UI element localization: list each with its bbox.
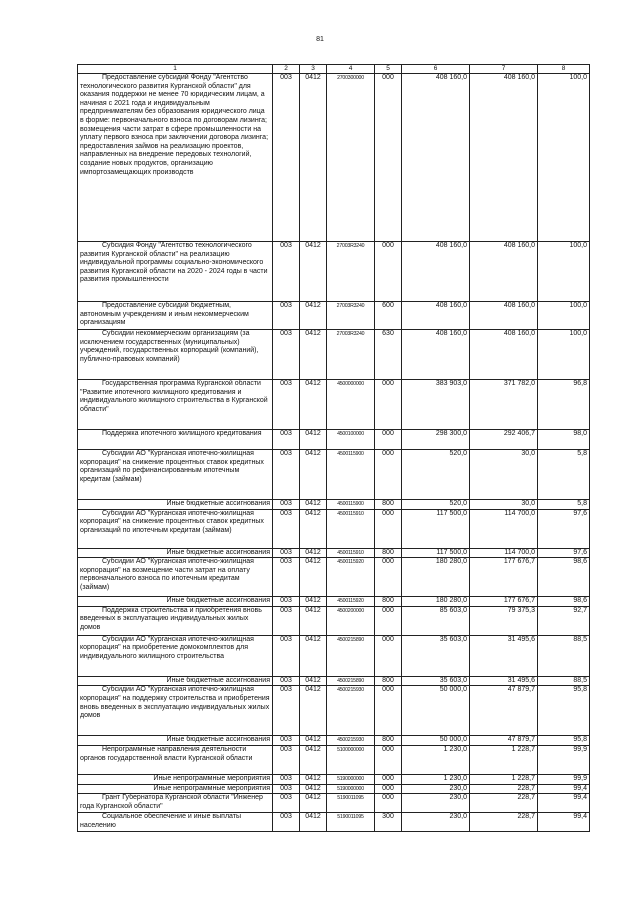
row-planned: 408 160,0 (402, 302, 470, 330)
row-expense-type: 800 (375, 500, 402, 510)
row-executed: 31 495,6 (470, 676, 538, 686)
row-executed: 371 782,0 (470, 380, 538, 430)
row-target-code: 5190000000 (327, 774, 375, 784)
row-expense-type: 000 (375, 774, 402, 784)
row-expense-type: 000 (375, 686, 402, 736)
row-expense-type: 000 (375, 606, 402, 635)
column-header: 2 (273, 65, 300, 74)
row-percent: 95,8 (538, 736, 590, 746)
row-planned: 520,0 (402, 450, 470, 500)
row-section-code: 0412 (300, 676, 327, 686)
row-executed: 114 700,0 (470, 509, 538, 548)
table-row (78, 606, 590, 635)
table-row (78, 794, 590, 813)
row-target-code: 4500115920 (327, 597, 375, 607)
row-percent: 100,0 (538, 330, 590, 380)
row-target-code: 27003R3240 (327, 302, 375, 330)
row-section-code: 0412 (300, 597, 327, 607)
row-admin-code: 003 (273, 509, 300, 548)
row-name: Субсидия Фонду "Агентство технологического развития Курганской области" на реализацию индивидуальной программы социально-экономического развития Курганской области на 2020 - 2024 годы в части развития промышленности (78, 242, 273, 302)
table-row (78, 450, 590, 500)
row-admin-code: 003 (273, 606, 300, 635)
row-name: Субсидии АО "Курганская ипотечно-жилищная корпорация" на снижение процентных ставок кредитных организаций по ипотечным кредитам (займам) (78, 509, 273, 548)
row-name: Иные бюджетные ассигнования (78, 500, 273, 510)
row-planned: 117 500,0 (402, 548, 470, 558)
row-expense-type: 000 (375, 635, 402, 676)
row-percent: 88,5 (538, 635, 590, 676)
row-admin-code: 003 (273, 635, 300, 676)
row-target-code: 4500200000 (327, 606, 375, 635)
row-expense-type: 000 (375, 745, 402, 774)
row-name: Иные бюджетные ассигнования (78, 597, 273, 607)
row-percent: 100,0 (538, 74, 590, 242)
row-executed: 408 160,0 (470, 242, 538, 302)
row-name: Иные непрограммные мероприятия (78, 774, 273, 784)
row-admin-code: 003 (273, 380, 300, 430)
row-name: Поддержка ипотечного жилищного кредитования (78, 430, 273, 450)
row-name: Поддержка строительства и приобретения вновь введенных в эксплуатацию индивидуальных жилых домов (78, 606, 273, 635)
row-planned: 117 500,0 (402, 509, 470, 548)
row-section-code: 0412 (300, 450, 327, 500)
row-expense-type: 600 (375, 302, 402, 330)
row-admin-code: 003 (273, 74, 300, 242)
row-executed: 408 160,0 (470, 302, 538, 330)
row-section-code: 0412 (300, 635, 327, 676)
row-expense-type: 800 (375, 676, 402, 686)
table-row (78, 676, 590, 686)
row-planned: 1 230,0 (402, 774, 470, 784)
budget-table (77, 64, 590, 832)
row-section-code: 0412 (300, 606, 327, 635)
table-row (78, 813, 590, 832)
table-row (78, 380, 590, 430)
row-admin-code: 003 (273, 500, 300, 510)
row-percent: 99,9 (538, 745, 590, 774)
row-name: Государственная программа Курганской области "Развитие ипотечного жилищного кредитования и индивидуального жилищного строительства в Курганской области" (78, 380, 273, 430)
row-admin-code: 003 (273, 794, 300, 813)
row-percent: 99,4 (538, 784, 590, 794)
row-name: Предоставление субсидий Фонду "Агентство технологического развития Курганской области" для оказания поддержки не менее 70 юридическим лицам, а начиная с 2021 года и индивидуальным предпринимателям без образования юридического лица в форме: первоначального взноса по договорам лизинга; возмещения части затрат в сфере промышленности на уплату первого взноса при заключении договора лизинга; предоставления займов на реализацию проектов, направленных на внедрение передовых технологий, создание новых продуктов, организацию импортозамещающих производств (78, 74, 273, 242)
row-percent: 99,4 (538, 813, 590, 832)
table-row (78, 558, 590, 597)
row-expense-type: 300 (375, 813, 402, 832)
row-planned: 408 160,0 (402, 74, 470, 242)
row-expense-type: 800 (375, 548, 402, 558)
row-percent: 98,0 (538, 430, 590, 450)
row-target-code: 4500115920 (327, 558, 375, 597)
row-section-code: 0412 (300, 509, 327, 548)
row-executed: 47 879,7 (470, 686, 538, 736)
row-target-code: 4500215890 (327, 676, 375, 686)
row-executed: 1 228,7 (470, 745, 538, 774)
row-executed: 292 406,7 (470, 430, 538, 450)
row-admin-code: 003 (273, 548, 300, 558)
row-executed: 408 160,0 (470, 330, 538, 380)
row-target-code: 4500115910 (327, 548, 375, 558)
row-section-code: 0412 (300, 242, 327, 302)
row-admin-code: 003 (273, 736, 300, 746)
row-target-code: 2700300000 (327, 74, 375, 242)
row-planned: 408 160,0 (402, 242, 470, 302)
column-header: 6 (402, 65, 470, 74)
table-row (78, 597, 590, 607)
row-executed: 177 676,7 (470, 597, 538, 607)
row-expense-type: 630 (375, 330, 402, 380)
row-target-code: 5100000000 (327, 745, 375, 774)
row-planned: 35 603,0 (402, 635, 470, 676)
row-executed: 228,7 (470, 794, 538, 813)
row-section-code: 0412 (300, 330, 327, 380)
row-section-code: 0412 (300, 813, 327, 832)
row-expense-type: 000 (375, 509, 402, 548)
row-name: Непрограммные направления деятельности органов государственной власти Курганской области (78, 745, 273, 774)
row-expense-type: 000 (375, 242, 402, 302)
row-expense-type: 000 (375, 430, 402, 450)
row-planned: 298 300,0 (402, 430, 470, 450)
row-admin-code: 003 (273, 774, 300, 784)
row-expense-type: 000 (375, 380, 402, 430)
row-executed: 114 700,0 (470, 548, 538, 558)
row-section-code: 0412 (300, 558, 327, 597)
row-executed: 228,7 (470, 813, 538, 832)
row-admin-code: 003 (273, 450, 300, 500)
row-expense-type: 000 (375, 558, 402, 597)
row-planned: 520,0 (402, 500, 470, 510)
row-percent: 99,4 (538, 794, 590, 813)
row-admin-code: 003 (273, 597, 300, 607)
row-percent: 98,6 (538, 558, 590, 597)
row-section-code: 0412 (300, 736, 327, 746)
row-target-code: 4500215890 (327, 635, 375, 676)
row-name: Иные бюджетные ассигнования (78, 548, 273, 558)
table-row (78, 302, 590, 330)
table-row (78, 736, 590, 746)
column-header: 1 (78, 65, 273, 74)
row-percent: 100,0 (538, 302, 590, 330)
column-header: 5 (375, 65, 402, 74)
table-row (78, 500, 590, 510)
row-planned: 35 603,0 (402, 676, 470, 686)
column-header: 8 (538, 65, 590, 74)
row-target-code: 4500215930 (327, 686, 375, 736)
table-row (78, 745, 590, 774)
row-name: Субсидии АО "Курганская ипотечно-жилищная корпорация" на снижение процентных ставок кредитных организаций по рефинансированным ипотечным кредитам (займам) (78, 450, 273, 500)
row-name: Иные бюджетные ассигнования (78, 736, 273, 746)
row-target-code: 5190000000 (327, 784, 375, 794)
row-target-code: 27003R3240 (327, 330, 375, 380)
row-target-code: 4500115900 (327, 450, 375, 500)
table-row (78, 774, 590, 784)
row-executed: 30,0 (470, 450, 538, 500)
row-admin-code: 003 (273, 430, 300, 450)
row-admin-code: 003 (273, 813, 300, 832)
row-expense-type: 000 (375, 784, 402, 794)
row-planned: 180 280,0 (402, 558, 470, 597)
row-percent: 96,8 (538, 380, 590, 430)
row-percent: 5,8 (538, 500, 590, 510)
row-planned: 230,0 (402, 794, 470, 813)
row-section-code: 0412 (300, 430, 327, 450)
row-planned: 230,0 (402, 784, 470, 794)
row-executed: 1 228,7 (470, 774, 538, 784)
row-target-code: 4500100000 (327, 430, 375, 450)
row-admin-code: 003 (273, 302, 300, 330)
row-expense-type: 000 (375, 74, 402, 242)
row-target-code: 4500115910 (327, 509, 375, 548)
row-expense-type: 000 (375, 450, 402, 500)
row-expense-type: 000 (375, 794, 402, 813)
row-planned: 383 903,0 (402, 380, 470, 430)
row-name: Субсидии АО "Курганская ипотечно-жилищная корпорация" на приобретение домокомплектов для индивидуального жилищного строительства (78, 635, 273, 676)
row-planned: 85 603,0 (402, 606, 470, 635)
row-name: Субсидии некоммерческим организациям (за исключением государственных (муниципальных) учреждений, государственных корпораций (компаний), публично-правовых компаний) (78, 330, 273, 380)
row-admin-code: 003 (273, 745, 300, 774)
table-row (78, 430, 590, 450)
row-section-code: 0412 (300, 745, 327, 774)
table-row (78, 242, 590, 302)
row-percent: 5,8 (538, 450, 590, 500)
row-percent: 95,8 (538, 686, 590, 736)
row-name: Грант Губернатора Курганской области "Инженер года Курганской области" (78, 794, 273, 813)
row-section-code: 0412 (300, 302, 327, 330)
row-section-code: 0412 (300, 548, 327, 558)
row-executed: 177 676,7 (470, 558, 538, 597)
row-planned: 180 280,0 (402, 597, 470, 607)
row-percent: 98,6 (538, 597, 590, 607)
page-number: 81 (316, 36, 324, 43)
row-percent: 99,9 (538, 774, 590, 784)
row-name: Иные непрограммные мероприятия (78, 784, 273, 794)
table-row (78, 548, 590, 558)
row-name: Предоставление субсидий бюджетным, автономным учреждениям и иным некоммерческим организациям (78, 302, 273, 330)
table-row (78, 330, 590, 380)
column-header: 3 (300, 65, 327, 74)
row-planned: 230,0 (402, 813, 470, 832)
row-executed: 79 375,3 (470, 606, 538, 635)
row-percent: 88,5 (538, 676, 590, 686)
row-executed: 31 495,6 (470, 635, 538, 676)
row-planned: 408 160,0 (402, 330, 470, 380)
row-admin-code: 003 (273, 242, 300, 302)
row-section-code: 0412 (300, 500, 327, 510)
row-section-code: 0412 (300, 794, 327, 813)
table-row (78, 635, 590, 676)
row-admin-code: 003 (273, 558, 300, 597)
row-name: Субсидии АО "Курганская ипотечно-жилищная корпорация" на поддержку строительства и приобретения вновь введенных в эксплуатацию индивидуальных жилых домов (78, 686, 273, 736)
row-section-code: 0412 (300, 686, 327, 736)
row-percent: 100,0 (538, 242, 590, 302)
row-section-code: 0412 (300, 774, 327, 784)
row-planned: 1 230,0 (402, 745, 470, 774)
row-target-code: 4500115900 (327, 500, 375, 510)
row-executed: 47 879,7 (470, 736, 538, 746)
column-header: 4 (327, 65, 375, 74)
row-name: Социальное обеспечение и иные выплаты населению (78, 813, 273, 832)
row-percent: 97,6 (538, 509, 590, 548)
row-name: Субсидии АО "Курганская ипотечно-жилищная корпорация" на возмещение части затрат на оплату первоначального взноса по ипотечным кредитам (займам) (78, 558, 273, 597)
table-row (78, 509, 590, 548)
row-executed: 408 160,0 (470, 74, 538, 242)
row-executed: 228,7 (470, 784, 538, 794)
row-section-code: 0412 (300, 380, 327, 430)
row-admin-code: 003 (273, 330, 300, 380)
row-planned: 50 000,0 (402, 736, 470, 746)
row-target-code: 4500000000 (327, 380, 375, 430)
row-planned: 50 000,0 (402, 686, 470, 736)
table-row (78, 784, 590, 794)
row-section-code: 0412 (300, 784, 327, 794)
row-section-code: 0412 (300, 74, 327, 242)
row-admin-code: 003 (273, 676, 300, 686)
row-admin-code: 003 (273, 784, 300, 794)
row-expense-type: 800 (375, 736, 402, 746)
row-admin-code: 003 (273, 686, 300, 736)
row-target-code: 5190011095 (327, 813, 375, 832)
row-target-code: 27003R3240 (327, 242, 375, 302)
row-executed: 30,0 (470, 500, 538, 510)
row-target-code: 5190011095 (327, 794, 375, 813)
row-percent: 97,6 (538, 548, 590, 558)
row-target-code: 4500215930 (327, 736, 375, 746)
table-header-row (78, 65, 590, 74)
table-row (78, 686, 590, 736)
row-expense-type: 800 (375, 597, 402, 607)
row-percent: 92,7 (538, 606, 590, 635)
table-row (78, 74, 590, 242)
row-name: Иные бюджетные ассигнования (78, 676, 273, 686)
column-header: 7 (470, 65, 538, 74)
